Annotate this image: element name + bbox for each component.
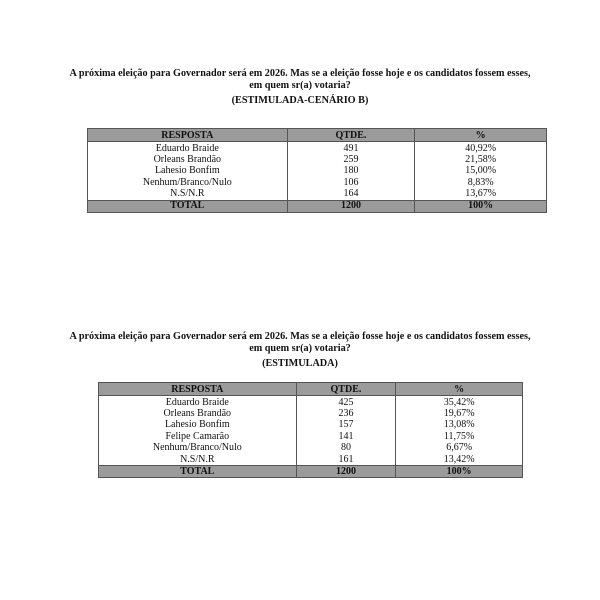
cell-qtde: 164	[287, 189, 415, 201]
table-row	[99, 408, 523, 419]
total-qtde: 1200	[296, 466, 396, 478]
cell-resposta: Lahesio Bonfim	[99, 420, 297, 431]
column-header-resposta: RESPOSTA	[88, 129, 288, 142]
cell-qtde: 80	[296, 443, 396, 454]
cell-percent: 6,67%	[396, 443, 523, 454]
cell-resposta: N.S/N.R	[88, 189, 288, 201]
table-row	[88, 189, 547, 201]
column-header-resposta: RESPOSTA	[99, 383, 297, 396]
table-row	[88, 166, 547, 177]
cell-qtde: 259	[287, 154, 415, 165]
total-qtde: 1200	[287, 200, 415, 212]
cell-percent: 11,75%	[396, 431, 523, 442]
cell-percent: 13,08%	[396, 420, 523, 431]
table-row	[88, 177, 547, 188]
question-text-line-1: A próxima eleição para Governador será em 2026. Mas se a eleição fosse hoje e os candidatos fossem esses,	[69, 331, 531, 342]
cell-percent: 13,67%	[415, 189, 547, 201]
cell-qtde: 157	[296, 420, 396, 431]
column-header-qtde: QTDE.	[296, 383, 396, 396]
poll-section-estimulada	[0, 331, 600, 369]
cell-percent: 40,92%	[415, 142, 547, 155]
cell-qtde: 106	[287, 177, 415, 188]
cell-percent: 21,58%	[415, 154, 547, 165]
question-text-line-2: em quem sr(a) votaria?	[249, 80, 351, 91]
table-row	[99, 443, 523, 454]
cell-qtde: 236	[296, 408, 396, 419]
total-percent: 100%	[415, 200, 547, 212]
table-header-row	[99, 383, 523, 396]
cell-qtde: 161	[296, 454, 396, 466]
cell-qtde: 141	[296, 431, 396, 442]
cell-resposta: Orleans Brandão	[88, 154, 288, 165]
table-row	[88, 142, 547, 155]
cell-resposta: Eduardo Braide	[88, 142, 288, 155]
cell-resposta: Felipe Camarão	[99, 431, 297, 442]
poll-section-cenario-b	[0, 68, 600, 106]
cell-resposta: Eduardo Braide	[99, 396, 297, 409]
total-label: TOTAL	[88, 200, 288, 212]
table-total-row	[88, 200, 547, 212]
cell-percent: 8,83%	[415, 177, 547, 188]
cell-percent: 13,42%	[396, 454, 523, 466]
results-table-estimulada	[98, 382, 523, 478]
cell-resposta: Lahesio Bonfim	[88, 166, 288, 177]
table-total-row	[99, 466, 523, 478]
question-text-line-1: A próxima eleição para Governador será em 2026. Mas se a eleição fosse hoje e os candidatos fossem esses,	[69, 68, 531, 79]
table-row	[99, 396, 523, 409]
cell-percent: 15,00%	[415, 166, 547, 177]
cell-resposta: Nenhum/Branco/Nulo	[88, 177, 288, 188]
table-row	[99, 431, 523, 442]
question-text-line-2: em quem sr(a) votaria?	[249, 343, 351, 354]
cell-resposta: Nenhum/Branco/Nulo	[99, 443, 297, 454]
column-header-percent: %	[396, 383, 523, 396]
column-header-qtde: QTDE.	[287, 129, 415, 142]
table-header-row	[88, 129, 547, 142]
cell-qtde: 425	[296, 396, 396, 409]
cell-resposta: Orleans Brandão	[99, 408, 297, 419]
table-row	[99, 454, 523, 466]
cell-qtde: 491	[287, 142, 415, 155]
cell-resposta: N.S/N.R	[99, 454, 297, 466]
scenario-tag: (ESTIMULADA)	[262, 358, 338, 369]
table-row	[88, 154, 547, 165]
total-label: TOTAL	[99, 466, 297, 478]
table-row	[99, 420, 523, 431]
column-header-percent: %	[415, 129, 547, 142]
results-table-cenario-b	[87, 128, 547, 213]
scenario-tag: (ESTIMULADA-CENÁRIO B)	[231, 95, 369, 106]
total-percent: 100%	[396, 466, 523, 478]
cell-percent: 35,42%	[396, 396, 523, 409]
cell-qtde: 180	[287, 166, 415, 177]
cell-percent: 19,67%	[396, 408, 523, 419]
